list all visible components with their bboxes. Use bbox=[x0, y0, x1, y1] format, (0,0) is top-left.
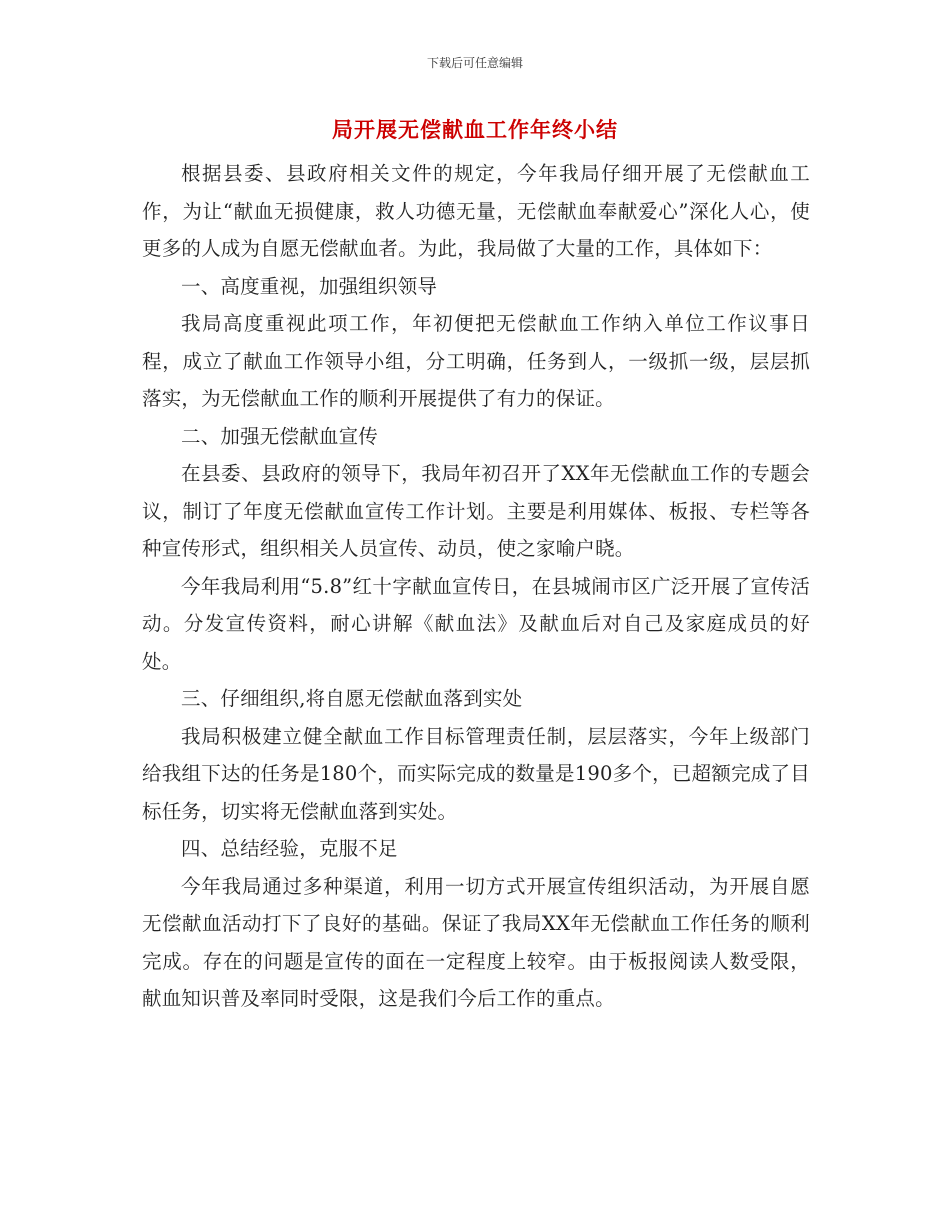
section-paragraph-4: 今年我局通过多种渠道，利用一切方式开展宣传组织活动，为开展自愿无偿献血活动打下了良好的基础。保证了我局XX年无偿献血工作任务的顺利完成。存在的问题是宣传的面在一定程度上较窄。由于板报阅读人数受限，献血知识普及率同时受限，这是我们今后工作的重点。 bbox=[142, 874, 810, 1010]
document-title: 局开展无偿献血工作年终小结 bbox=[332, 117, 618, 142]
section-paragraph-2b: 今年我局利用“5.8”红十字献血宣传日，在县城闹市区广泛开展了宣传活动。分发宣传资料，耐心讲解《献血法》及献血后对自己及家庭成员的好处。 bbox=[142, 574, 810, 673]
section-heading-1: 一、高度重视，加强组织领导 bbox=[181, 274, 438, 298]
document-body bbox=[142, 155, 810, 1018]
section-paragraph-2a: 在县委、县政府的领导下，我局年初召开了XX年无偿献血工作的专题会议，制订了年度无偿献血宣传工作计划。主要是利用媒体、板报、专栏等各种宣传形式，组织相关人员宣传、动员，使之家喻户晓。 bbox=[142, 462, 810, 560]
section-heading-2: 二、加强无偿献血宣传 bbox=[181, 424, 379, 448]
section-paragraph-3: 我局积极建立健全献血工作目标管理责任制，层层落实，今年上级部门给我组下达的任务是180个，而实际完成的数量是190多个，已超额完成了目标任务，切实将无偿献血落到实处。 bbox=[142, 724, 810, 823]
intro-paragraph: 根据县委、县政府相关文件的规定，今年我局仔细开展了无偿献血工作，为让“献血无损健康，救人功德无量，无偿献血奉献爱心”深化人心，使更多的人成为自愿无偿献血者。为此，我局做了大量的工作，具体如下： bbox=[142, 162, 810, 260]
section-paragraph-1: 我局高度重视此项工作，年初便把无偿献血工作纳入单位工作议事日程，成立了献血工作领导小组，分工明确，任务到人，一级抓一级，层层抓落实，为无偿献血工作的顺利开展提供了有力的保证。 bbox=[142, 312, 810, 410]
header-note: 下载后可任意编辑 bbox=[426, 56, 523, 70]
section-heading-3: 三、仔细组织,将自愿无偿献血落到实处 bbox=[181, 687, 523, 710]
section-heading-4: 四、总结经验，克服不足 bbox=[181, 837, 398, 860]
